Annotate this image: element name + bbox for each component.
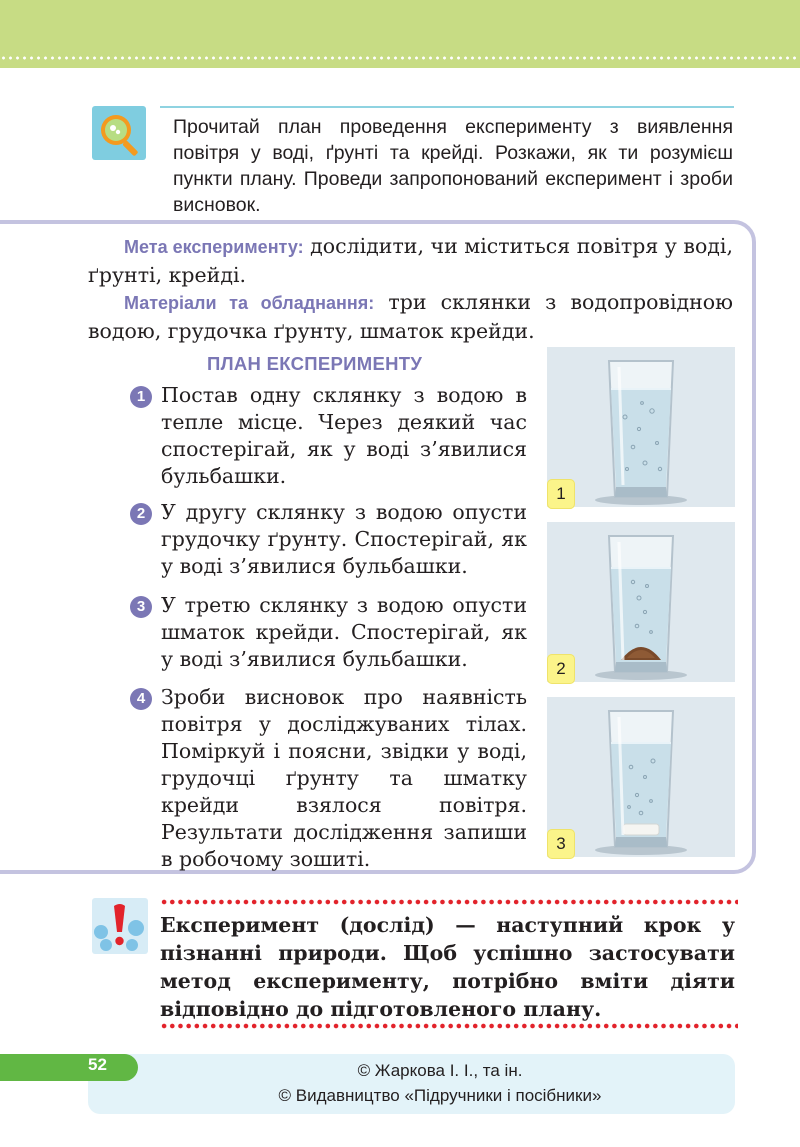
materials-text: три склянки з водопровідною водою, грудочка ґрунту, шматок крейди. [88,290,733,343]
photo-label-2: 2 [547,654,575,684]
footer-publisher: © Видавництво «Підручники і посібники» [278,1086,602,1105]
photo-label-1: 1 [547,479,575,509]
goal-label: Мета експерименту: [124,237,304,257]
step-text: Постав одну склянку з водою в тепле місце. Через деякий час спостерігай, як у воді з’явилися бульбашки. [161,383,527,488]
step-number: 2 [130,503,152,525]
page-number-tab [0,1054,138,1081]
step-text: У другу склянку з водою опусти грудочку ґрунту. Спостерігай, як у воді з’явилися бульбашки. [161,500,527,578]
step-number: 3 [130,596,152,618]
step-number: 1 [130,386,152,408]
step-text: У третю склянку з водою опусти шматок крейди. Спостерігай, як у воді з’явилися бульбашки. [161,593,527,671]
note-text: Експеримент (дослід) — наступний крок у пізнанні природи. Щоб успішно застосувати метод експерименту, потрібно вміти діяти відповідно до підготовленого плану. [160,913,735,1021]
footer-authors: © Жаркова І. І., та ін. [357,1061,523,1080]
note-bottom-dotted-line [160,1023,738,1029]
experiment-goal [88,232,733,289]
magnifier-icon [92,106,146,160]
experiment-materials [88,288,733,345]
note-top-dotted-line [160,899,738,905]
step-text: Зроби висновок про наявність повітря у досліджуваних тілах. Поміркуй і поясни, звідки у воді, грудочці ґрунту та шматку крейди взялося повітря. Результати дослідження запиши в робочому зошиті. [161,685,527,871]
page-number: 52 [88,1055,107,1074]
header-dotted-line [0,56,800,60]
glass-photo-1 [547,347,735,507]
glass-photo-2 [547,522,735,682]
step-number: 4 [130,688,152,710]
plan-title: ПЛАН ЕКСПЕРИМЕНТУ [207,353,423,374]
goal-text: дослідити, чи міститься повітря у воді, ґрунті, крейді. [88,234,733,287]
exclamation-icon [92,898,148,954]
glass-photo-3 [547,697,735,857]
task-instructions: Прочитай план проведення експерименту з виявлення повітря у воді, ґрунті та крейді. Розкажи, як ти розумієш пункти плану. Проведи запропонований експеримент і зроби висновок. [173,116,733,216]
materials-label: Матеріали та обладнання: [124,293,375,313]
photo-label-3: 3 [547,829,575,859]
task-top-line [160,106,734,108]
